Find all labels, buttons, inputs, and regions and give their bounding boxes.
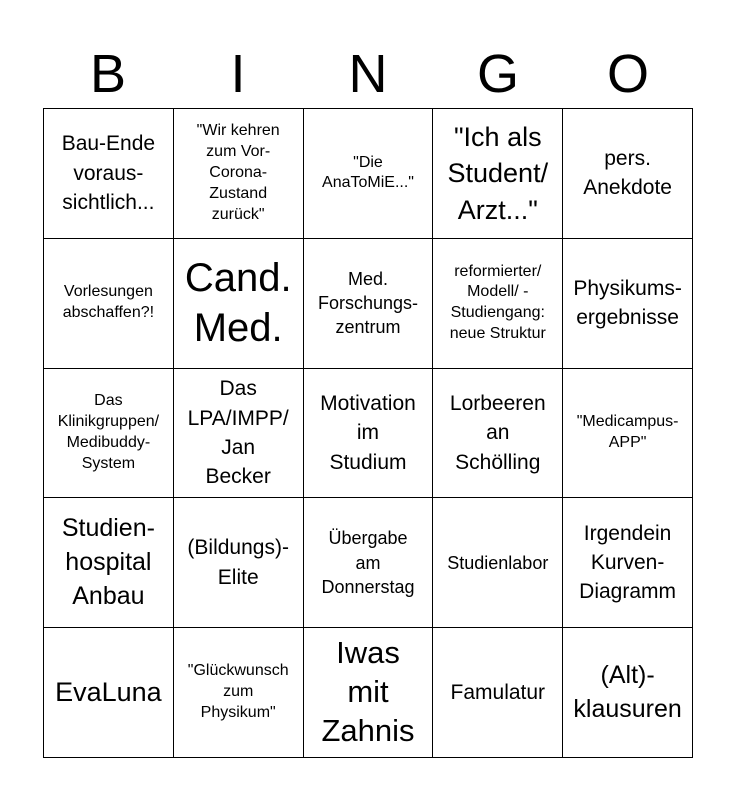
bingo-cell-r2c5[interactable] xyxy=(563,239,693,369)
bingo-cell-r4c2[interactable] xyxy=(174,498,304,628)
bingo-cell-r5c4[interactable] xyxy=(433,628,563,758)
bingo-cell-r4c5[interactable] xyxy=(563,498,693,628)
bingo-cell-r1c2[interactable] xyxy=(174,109,304,239)
bingo-cell-r5c2[interactable] xyxy=(174,628,304,758)
bingo-cell-r3c4[interactable] xyxy=(433,369,563,499)
bingo-cell-r2c2[interactable] xyxy=(174,239,304,369)
bingo-cell-r5c3[interactable] xyxy=(304,628,434,758)
header-letter-g: G xyxy=(476,44,519,104)
bingo-grid xyxy=(43,108,693,758)
bingo-cell-r2c1[interactable] xyxy=(44,239,174,369)
header-letter-i: I xyxy=(230,44,246,104)
cell-text: (Bildungs)- Elite xyxy=(187,536,289,589)
cell-text: pers. Anekdote xyxy=(583,147,672,200)
bingo-cell-r5c5[interactable] xyxy=(563,628,693,758)
header-letter-n: N xyxy=(348,44,388,104)
cell-text: "Die AnaToMiE..." xyxy=(322,153,414,192)
cell-text: reformierter/ Modell/ - Studiengang: neue Struktur xyxy=(449,262,546,342)
bingo-cell-r4c4[interactable] xyxy=(433,498,563,628)
cell-text: Physikums- ergebnisse xyxy=(573,276,682,330)
cell-text: Iwas mit Zahnis xyxy=(321,635,415,748)
cell-text: Das LPA/IMPP/ Jan Becker xyxy=(187,377,289,489)
bingo-cell-r3c2[interactable] xyxy=(174,369,304,499)
cell-text: "Glückwunsch zum Physikum" xyxy=(187,662,289,721)
cell-text: EvaLuna xyxy=(55,677,162,708)
cell-text: Famulatur xyxy=(450,680,546,704)
bingo-cell-r3c3[interactable] xyxy=(304,369,434,499)
cell-text: Med. Forschungs- zentrum xyxy=(317,268,419,338)
bingo-cell-r3c5[interactable] xyxy=(563,369,693,499)
cell-text: Das Klinikgruppen/ Medibuddy- System xyxy=(57,392,160,472)
cell-text: Cand. Med. xyxy=(184,256,292,351)
cell-text: Vorlesungen abschaffen?! xyxy=(62,283,155,322)
cell-text: "Ich als Student/ Arzt..." xyxy=(447,121,549,225)
bingo-cell-r1c1[interactable] xyxy=(44,109,174,239)
cell-text: Studienlabor xyxy=(447,552,549,573)
bingo-cell-r2c4[interactable] xyxy=(433,239,563,369)
bingo-header xyxy=(43,40,693,108)
bingo-cell-r4c1[interactable] xyxy=(44,498,174,628)
cell-text: Bau-Ende voraus- sichtlich... xyxy=(61,132,156,215)
cell-text: "Medicampus- APP" xyxy=(576,413,679,451)
header-letter-b: B xyxy=(89,44,127,104)
bingo-cell-r2c3[interactable] xyxy=(304,239,434,369)
cell-text: Übergabe am Donnerstag xyxy=(321,528,415,597)
bingo-cell-r1c3[interactable] xyxy=(304,109,434,239)
bingo-cell-r1c5[interactable] xyxy=(563,109,693,239)
cell-text: (Alt)- klausuren xyxy=(573,660,682,723)
bingo-cell-r1c4[interactable] xyxy=(433,109,563,239)
cell-text: Irgendein Kurven- Diagramm xyxy=(579,521,677,604)
cell-text: "Wir kehren zum Vor- Corona- Zustand zurück" xyxy=(196,122,280,223)
header-letter-o: O xyxy=(606,44,649,104)
bingo-cell-r5c1[interactable] xyxy=(44,628,174,758)
cell-text: Motivation im Studium xyxy=(320,391,416,474)
cell-text: Lorbeeren an Schölling xyxy=(449,391,546,474)
bingo-cell-r4c3[interactable] xyxy=(304,498,434,628)
cell-text: Studien- hospital Anbau xyxy=(61,514,155,610)
bingo-cell-r3c1[interactable] xyxy=(44,369,174,499)
